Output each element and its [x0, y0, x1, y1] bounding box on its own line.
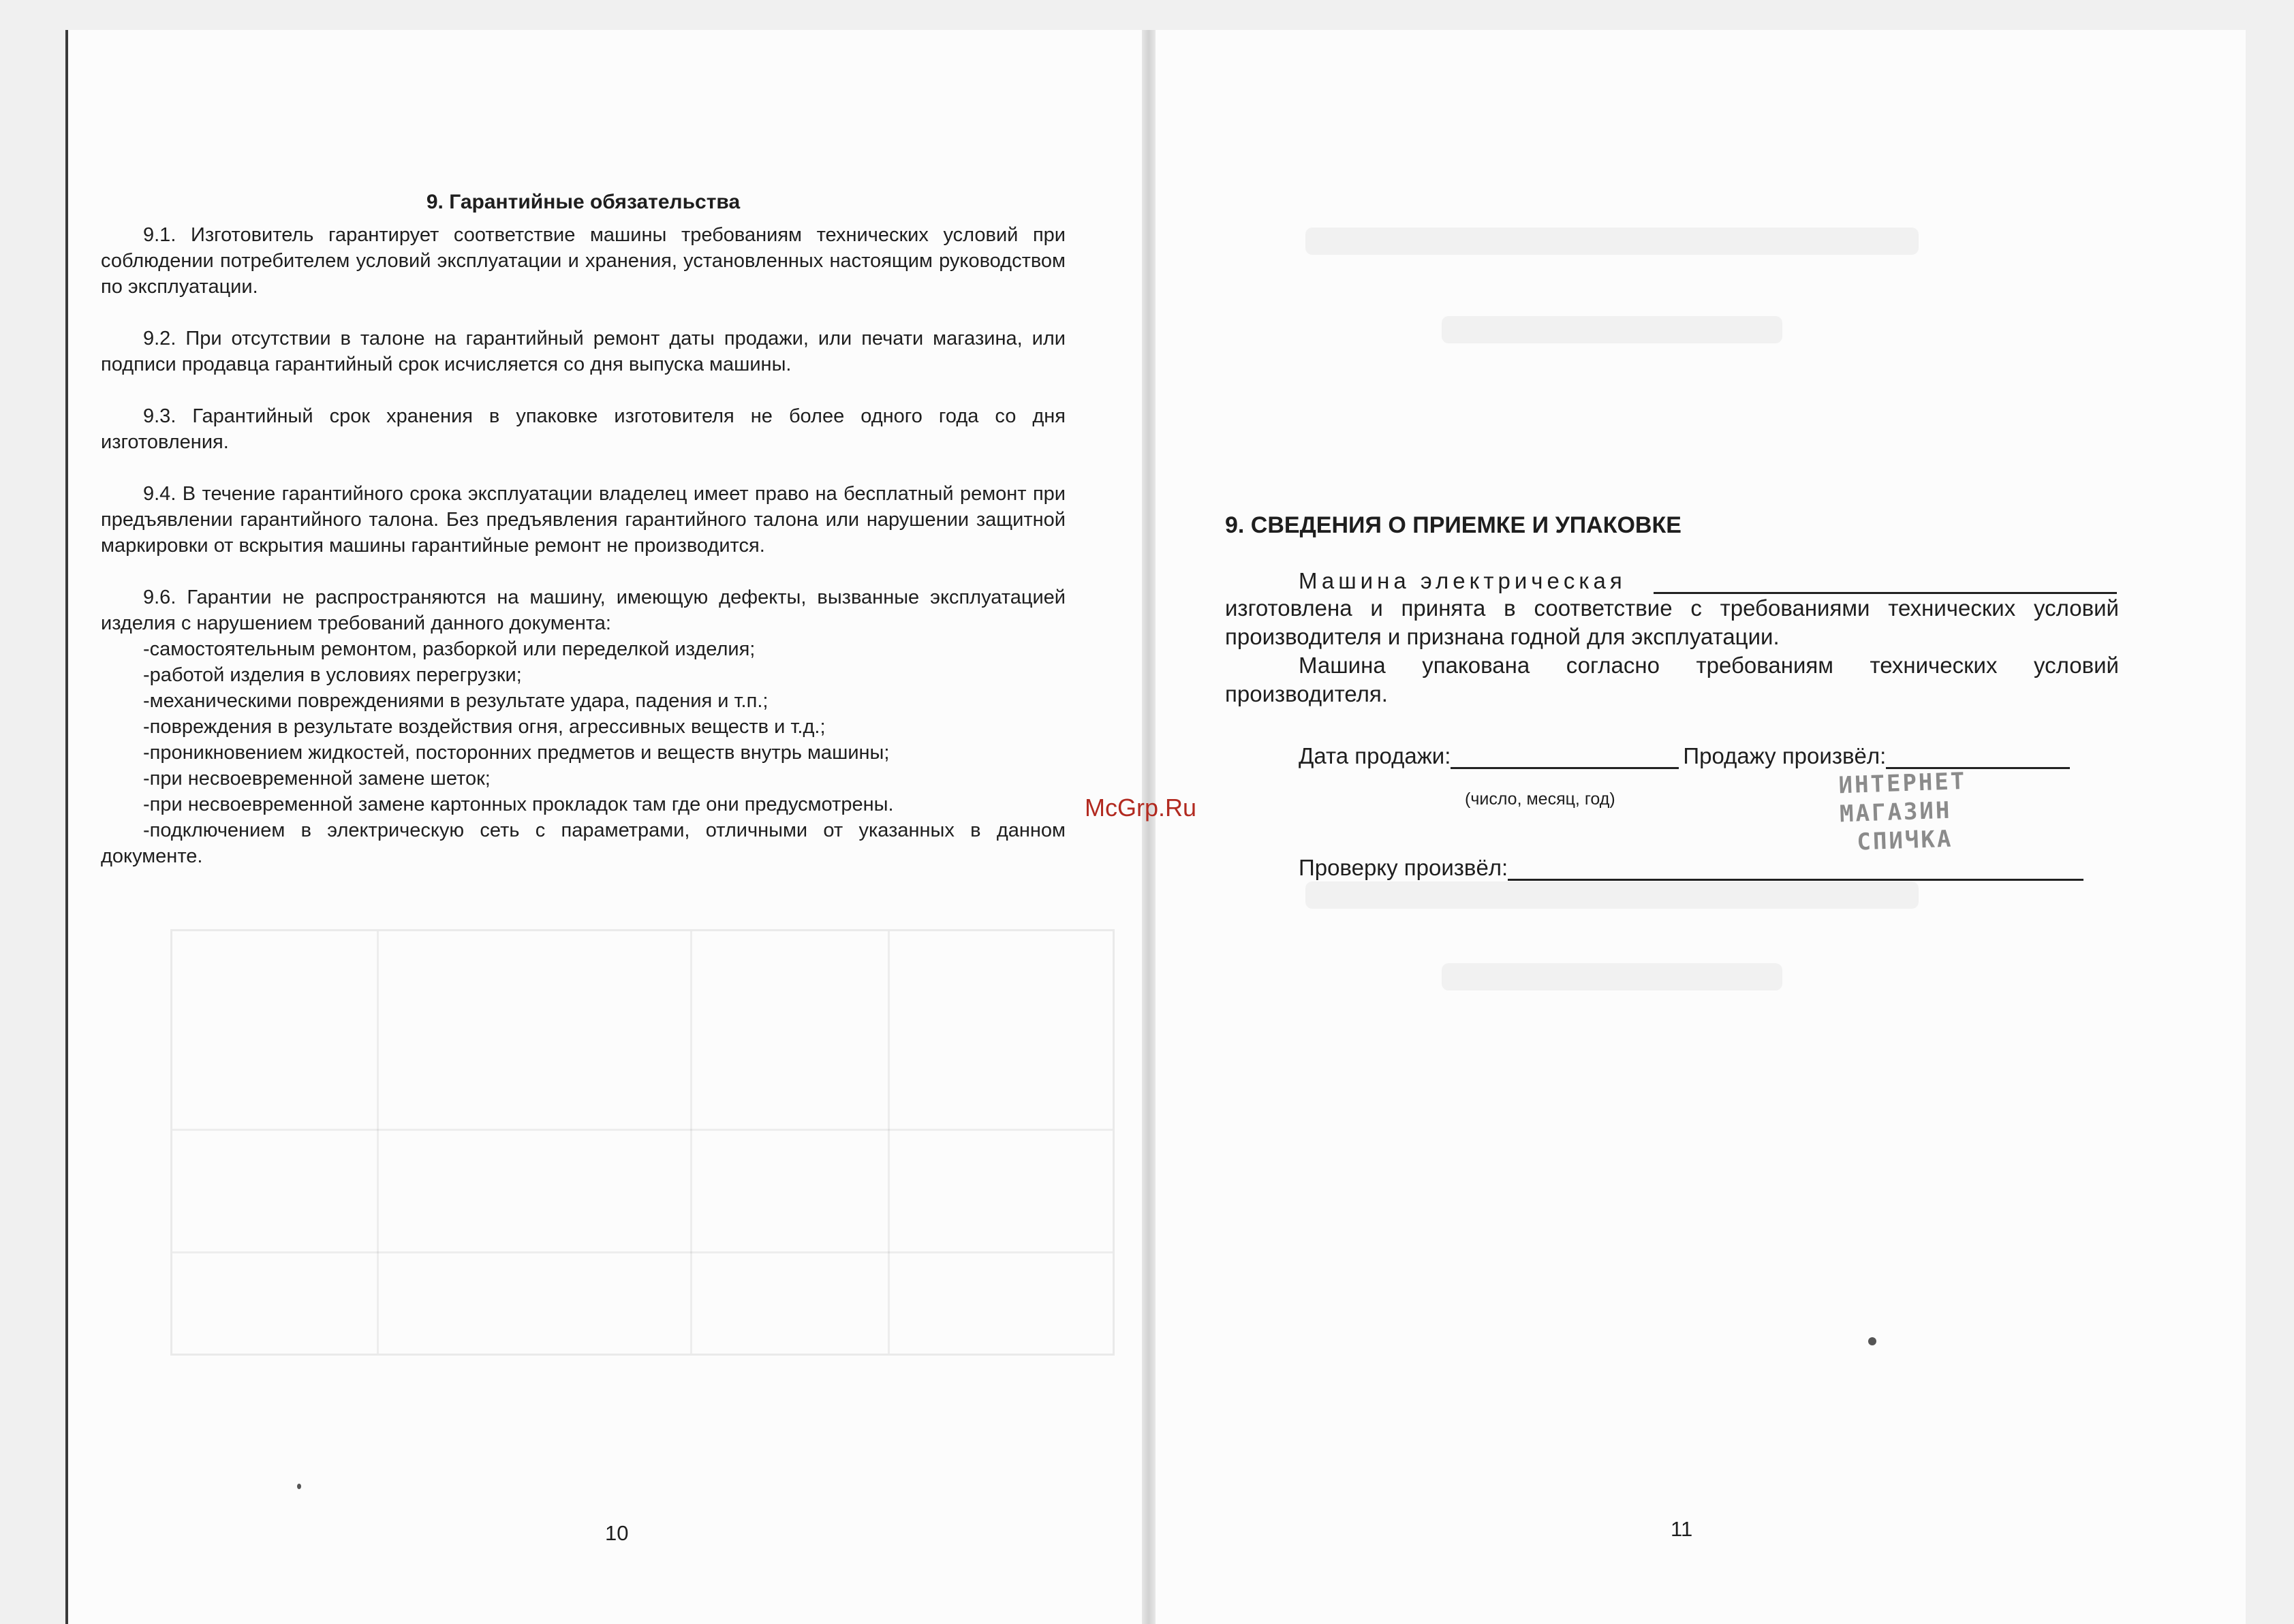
clause-9-2: 9.2. При отсутствии в талоне на гарантийный ремонт даты продажи, или печати магазина, или подписи продавца гарантийный срок исчисляется со дня выпуска машины. [101, 328, 1066, 375]
list-item: -самостоятельным ремонтом, разборкой или переделкой изделия; [143, 638, 756, 660]
check-row [1225, 853, 2119, 881]
page-number-left: 10 [605, 1521, 629, 1545]
checked-by-label: Проверку произвёл: [1299, 855, 1508, 880]
page-fold [1142, 30, 1156, 1624]
section-title-warranty: 9. Гарантийные обязательства [426, 191, 741, 213]
show-through-heading [1305, 228, 1919, 255]
clause-9-6: 9.6. Гарантии не распространяются на машину, имеющую дефекты, вызванные эксплуатацией изделия с нарушением требований данного документа: [101, 587, 1066, 634]
list-item: -при несвоевременной замене шеток; [143, 768, 491, 790]
stamp-line: СПИЧКА [1856, 825, 1953, 856]
packing-text: Машина упакована согласно требованиям технических условий производителя. [1225, 653, 2119, 706]
scan-speck [1868, 1337, 1876, 1345]
date-hint: (число, месяц, год) [1465, 790, 1615, 809]
warranty-section [101, 163, 1066, 869]
watermark: McGrp.Ru [1085, 794, 1197, 822]
acceptance-text: изготовлена и принята в соответствие с требованиями технических условий производителя и признана годной для эксплуатации. [1225, 595, 2119, 649]
sold-by-label: Продажу произвёл: [1683, 743, 1887, 768]
stamp-line: МАГАЗИН [1839, 796, 1952, 828]
machine-row [1225, 566, 2119, 594]
machine-name-field[interactable] [1654, 566, 2117, 594]
checked-by-field[interactable] [1508, 853, 2083, 881]
section-title-acceptance: 9. СВЕДЕНИЯ О ПРИЕМКЕ И УПАКОВКЕ [1225, 512, 1681, 538]
list-item: -проникновением жидкостей, посторонних предметов и веществ внутрь машины; [143, 742, 890, 764]
clause-9-1: 9.1. Изготовитель гарантирует соответствие машины требованиям технических условий при соблюдении потребителем условий эксплуатации и хранения, установленных настоящим руководством по эксплуатации. [101, 224, 1066, 298]
list-item: -работой изделия в условиях перегрузки; [143, 664, 522, 686]
show-through-table [170, 929, 1115, 1356]
list-item: -повреждения в результате воздействия огня, агрессивных веществ и т.д.; [143, 716, 826, 738]
clause-9-3: 9.3. Гарантийный срок хранения в упаковке изготовителя не более одного года со дня изготовления. [101, 405, 1066, 453]
show-through-heading [1305, 881, 1919, 909]
show-through-heading [1442, 963, 1782, 990]
exclusions-list [101, 636, 1066, 869]
machine-label: Машина электрическая [1299, 568, 1626, 593]
stamp-line: ИНТЕРНЕТ [1838, 767, 1967, 800]
page-number-right: 11 [1671, 1517, 1693, 1541]
sale-row [1225, 741, 2119, 769]
show-through-heading [1442, 316, 1782, 343]
shop-stamp [1838, 766, 2011, 858]
sale-date-label: Дата продажи: [1299, 743, 1451, 768]
clause-9-4: 9.4. В течение гарантийного срока эксплуатации владелец имеет право на бесплатный ремонт при предъявлении гарантийного талона. Без предъявления гарантийного талона или нарушении защитной маркировки от вскрытия машины гарантийные ремонт не производится. [101, 483, 1066, 557]
scan-speck [297, 1484, 301, 1489]
sale-date-field[interactable] [1451, 741, 1679, 769]
list-item: -подключением в электрическую сеть с параметрами, отличными от указанных в данном документе. [101, 819, 1066, 867]
list-item: -при несвоевременной замене картонных прокладок там где они предусмотрены. [143, 794, 894, 815]
sold-by-field[interactable] [1886, 741, 2070, 769]
list-item: -механическими повреждениями в результате удара, падения и т.п.; [143, 690, 769, 712]
